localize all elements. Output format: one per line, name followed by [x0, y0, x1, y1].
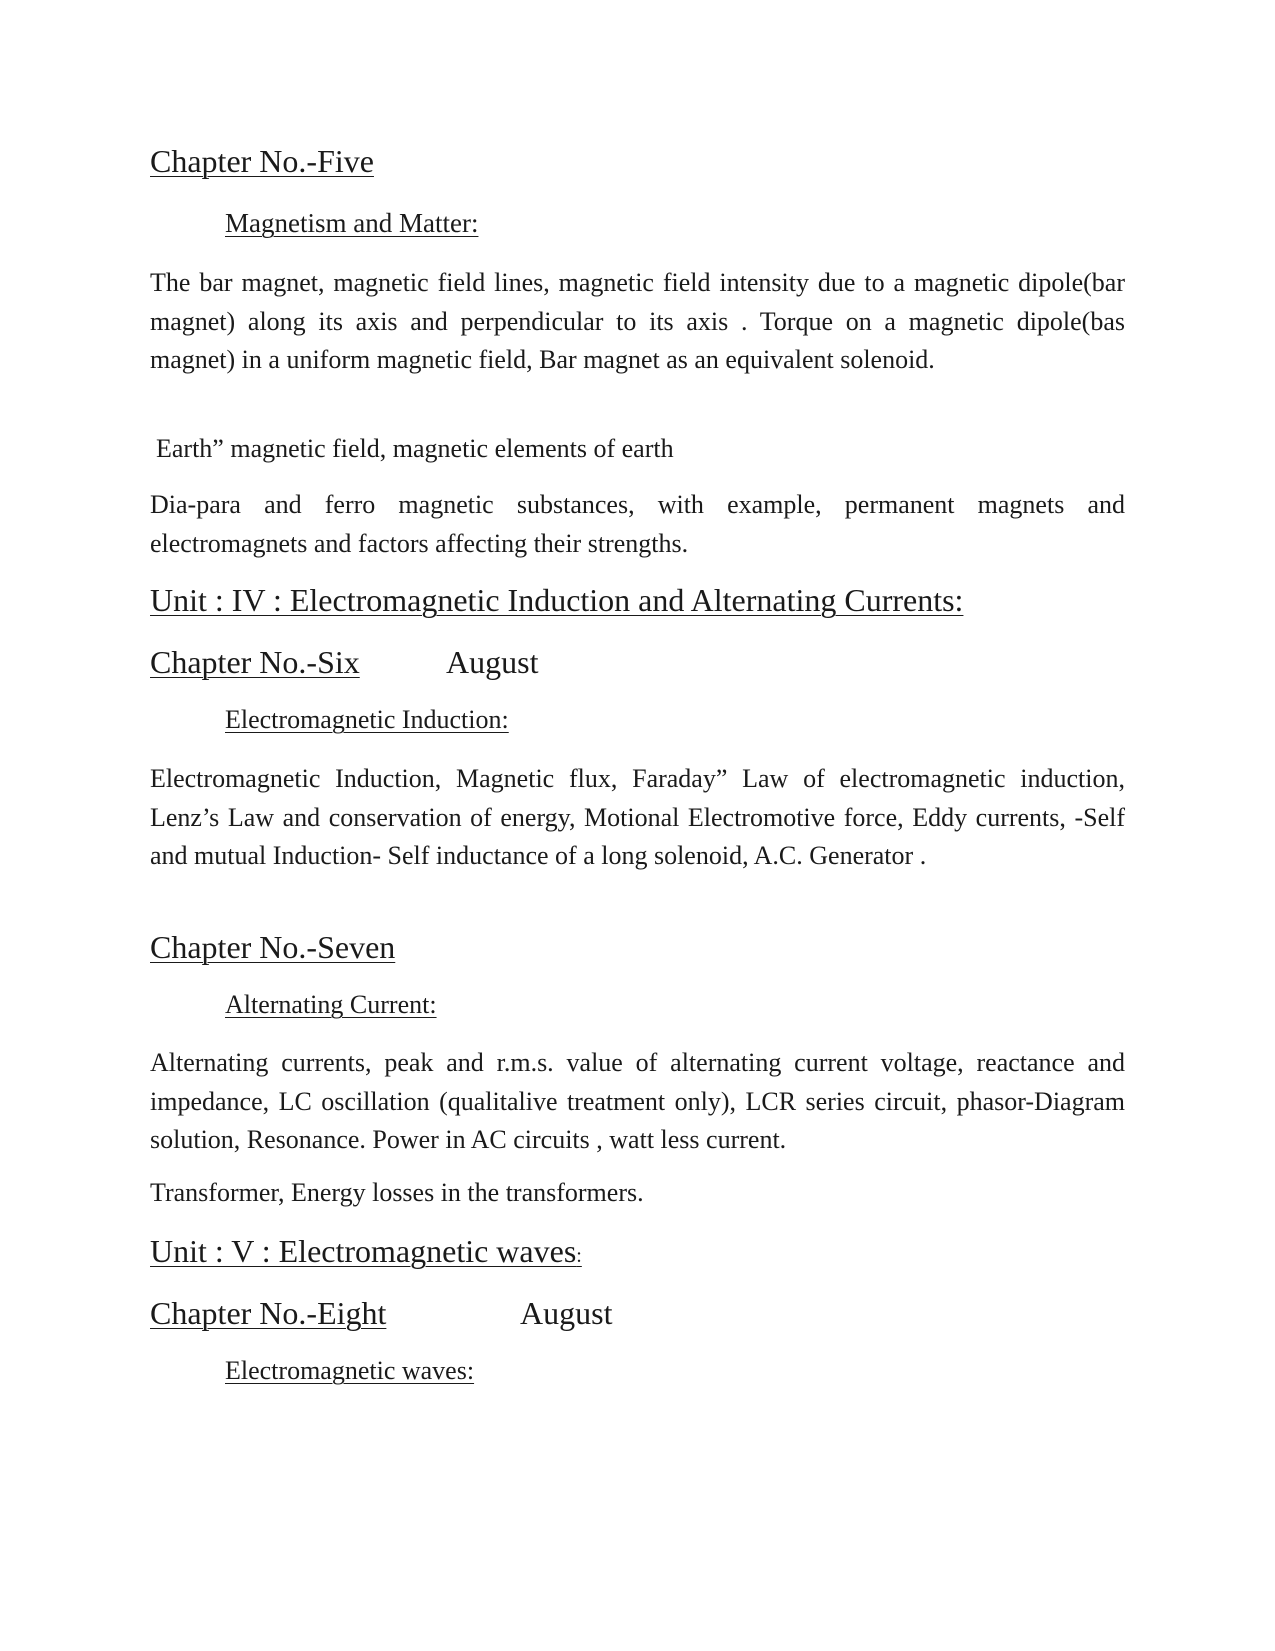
- alternating-current-paragraph-2: Transformer, Energy losses in the transformers.: [150, 1178, 644, 1207]
- chapter-eight-heading-text: Chapter No.-Eight: [150, 1295, 387, 1331]
- alternating-current-topic: [225, 989, 1125, 1021]
- unit-four-heading-text: Unit : IV : Electromagnetic Induction and Alternating Currents:: [150, 582, 964, 618]
- alternating-current-topic-text: Alternating Current:: [225, 990, 437, 1019]
- em-induction-topic-text: Electromagnetic Induction:: [225, 705, 509, 734]
- em-waves-topic: [225, 1355, 1125, 1387]
- chapter-eight-heading: [150, 1293, 1125, 1333]
- magnetism-matter-topic: [225, 206, 1125, 240]
- magnetism-paragraph-3: Dia-para and ferro magnetic substances, with example, permanent magnets and electromagnets and factors affecting their strengths.: [150, 490, 1125, 558]
- em-waves-topic-text: Electromagnetic waves:: [225, 1356, 475, 1385]
- em-induction-paragraph: Electromagnetic Induction, Magnetic flux, Faraday” Law of electromagnetic induction, Lenz’s Law and conservation of energy, Motional Electromotive force, Eddy currents, -Self and mutual Induction- Self inductance of a long solenoid, A.C. Generator .: [150, 764, 1125, 870]
- chapter-six-month: August: [446, 644, 539, 680]
- chapter-six-heading: [150, 642, 1125, 682]
- magnetism-matter-topic-text: Magnetism and Matter:: [225, 208, 479, 238]
- chapter-six-heading-text: Chapter No.-Six: [150, 644, 360, 680]
- magnetism-paragraph-2: Earth” magnetic field, magnetic elements of earth: [156, 434, 674, 463]
- chapter-seven-heading-text: Chapter No.-Seven: [150, 929, 396, 965]
- unit-five-heading-main: Unit : V : Electromagnetic waves: [150, 1233, 577, 1269]
- unit-four-heading: [150, 580, 1125, 620]
- unit-five-heading-text: [150, 1233, 582, 1269]
- chapter-seven-heading: [150, 927, 1125, 967]
- chapter-five-heading: [150, 141, 1125, 181]
- unit-five-heading-colon: :: [576, 1245, 582, 1267]
- chapter-eight-month: August: [520, 1295, 613, 1331]
- alternating-current-paragraph-1: Alternating currents, peak and r.m.s. value of alternating current voltage, reactance and impedance, LC oscillation (qualitalive treatment only), LCR series circuit, phasor-Diagram solution, Resonance. Power in AC circuits , watt less current.: [150, 1048, 1125, 1154]
- chapter-five-heading-text: Chapter No.-Five: [150, 143, 374, 179]
- unit-five-heading: [150, 1231, 1125, 1276]
- magnetism-paragraph-1: The bar magnet, magnetic field lines, magnetic field intensity due to a magnetic dipole(bar magnet) along its axis and perpendicular to its axis . Torque on a magnetic dipole(bas magnet) in a uniform magnetic field, Bar magnet as an equivalent solenoid.: [150, 268, 1125, 374]
- em-induction-topic: [225, 704, 1125, 736]
